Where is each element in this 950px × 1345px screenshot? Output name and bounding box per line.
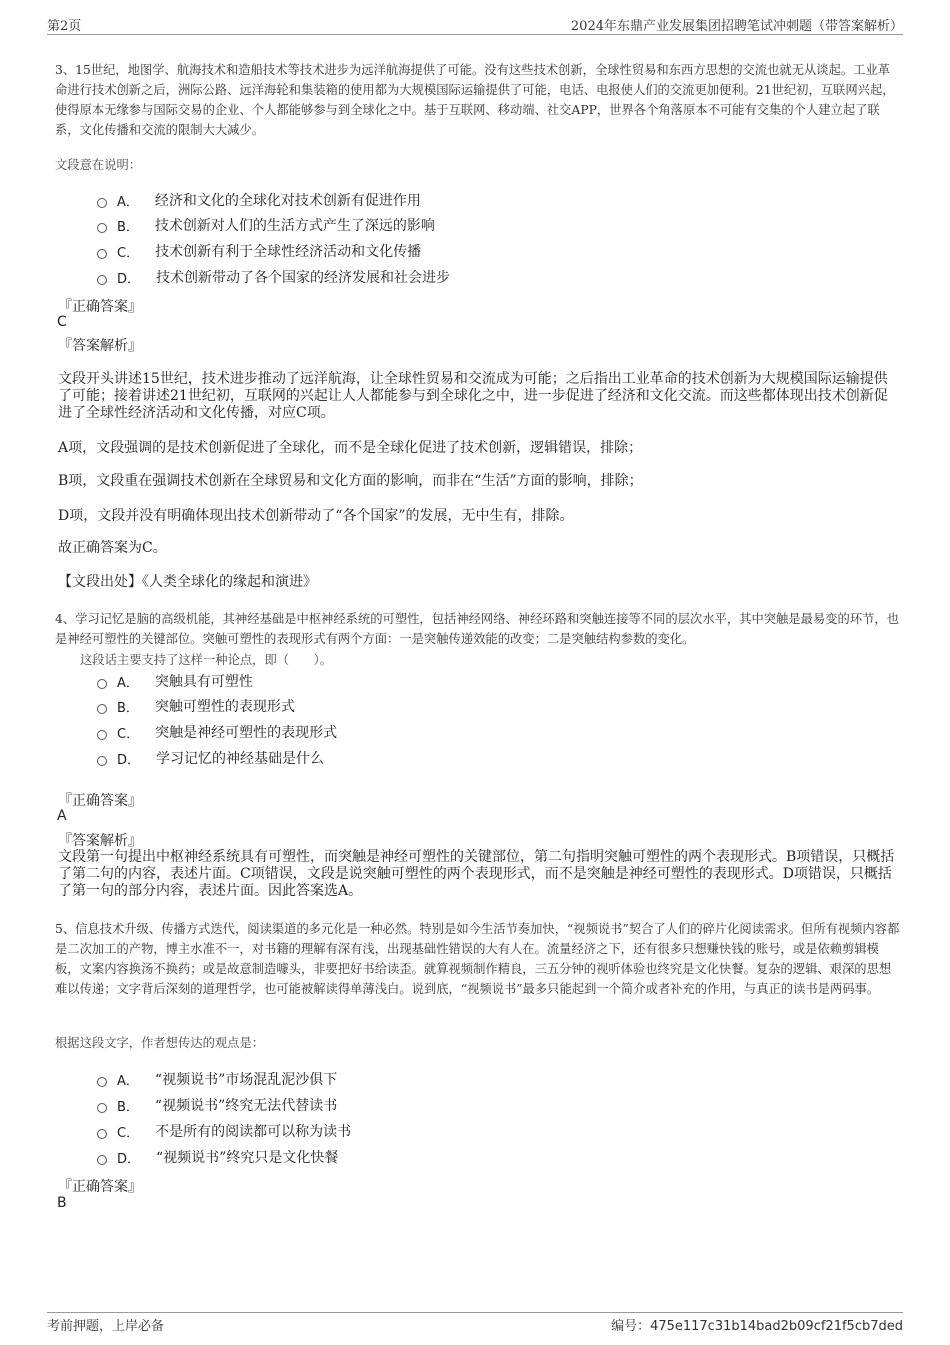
q3-analysis-b: B项，文段重在强调技术创新在全球贸易和文化方面的影响，而非在“生活”方面的影响，排除； [58, 473, 643, 489]
option-text: 突触是神经可塑性的表现形式 [155, 725, 338, 741]
document-title: 2024年东鼎产业发展集团招聘笔试冲刺题（带答案解析） [570, 19, 903, 34]
radio-icon[interactable] [97, 1103, 107, 1113]
radio-icon[interactable] [97, 249, 107, 259]
option-text: 技术创新对人们的生活方式产生了深远的影响 [154, 218, 435, 234]
q3-conclusion: 故正确答案为C。 [58, 540, 167, 556]
option-text: 学习记忆的神经基础是什么 [156, 751, 325, 767]
page-footer [47, 1312, 903, 1334]
q5-option-d[interactable] [97, 1145, 338, 1169]
q4-analysis: 文段第一句提出中枢神经系统具有可塑性，而突触是神经可塑性的关键部位，第二句指明突触可塑性的两个表现形式。B项错误，只概括了第二句的内容，表述片面。C项错误，文段是说突触可塑性的两个表现形式，而不是突触是神经可塑性的表现形式。D项错误，只概括了第一句的部分内容，表述片面。因此答案选A。 [58, 849, 895, 899]
q4-answer-label: 『正确答案』 [58, 793, 142, 809]
page-number: 第2页 [47, 19, 82, 34]
radio-icon[interactable] [97, 1077, 107, 1087]
q3-prompt: 文段意在说明： [55, 158, 142, 172]
q4-analysis-label: 『答案解析』 [58, 833, 142, 849]
q4-option-b[interactable] [97, 694, 295, 718]
q3-source: 【文段出处】《人类全球化的缘起和演进》 [58, 574, 317, 590]
radio-icon[interactable] [97, 223, 107, 233]
option-letter: B． [117, 219, 139, 235]
option-text: 技术创新带动了各个国家的经济发展和社会进步 [156, 270, 451, 286]
q4-stem: 4、学习记忆是脑的高级机能，其神经基础是中枢神经系统的可塑性，包括神经网络、神经环路和突触连接等不同的层次水平，其中突触是最易变的环节，也是神经可塑性的关键部位。突触可塑性的表现形式有两个方面：一是突触传递效能的改变；二是突触结构参数的变化。 [55, 612, 900, 646]
radio-icon[interactable] [97, 704, 107, 714]
option-text: “视频说书”终究只是文化快餐 [156, 1150, 339, 1166]
q3-option-a[interactable] [97, 188, 421, 212]
q4-prompt: 这段话主要支持了这样一种论点，即（ ）。 [80, 653, 333, 667]
q3-stem: 3、15世纪，地图学、航海技术和造船技术等技术进步为远洋航海提供了可能。没有这些技术创新，全球性贸易和东西方思想的交流也就无从谈起。工业革命进行技术创新之后，洲际公路、远洋海轮和集装箱的使用都为大规模国际运输提供了可能，电话、电报使人们的交流更加便利。21世纪初，互联网兴起，使得原本无缘参与国际交易的企业、个人都能够参与到全球化之中。基于互联网、移动端、社交APP，世界各个角落原本不可能有交集的个人建立起了联系，文化传播和交流的限制大大减少。 [55, 63, 895, 137]
option-text: 不是所有的阅读都可以称为读书 [155, 1124, 352, 1140]
option-letter: B． [117, 1099, 139, 1115]
option-letter: A． [117, 194, 139, 210]
radio-icon[interactable] [97, 1129, 107, 1139]
q3-option-c[interactable] [97, 239, 421, 263]
q3-analysis-para: 文段开头讲述15世纪，技术进步推动了远洋航海，让全球性贸易和交流成为可能；之后指出工业革命的技术创新为大规模国际运输提供了可能；接着讲述21世纪初，互联网的兴起让人人都能参与到全球化之中，进一步促进了经济和文化交流。而这些都体现出技术创新促进了全球性经济活动和文化传播，对应C项。 [58, 371, 888, 421]
q4-option-d[interactable] [97, 746, 324, 770]
radio-icon[interactable] [97, 679, 107, 689]
option-letter: A． [117, 1073, 139, 1089]
option-letter: D． [117, 271, 141, 287]
q3-option-b[interactable] [97, 213, 435, 237]
q5-stem: 5、信息技术升级、传播方式迭代，阅读渠道的多元化是一种必然。特别是如今生活节奏加快，“视频说书”契合了人们的碎片化阅读需求。但所有视频内容都是二次加工的产物，博主水准不一，对书籍的理解有深有浅，出现基础性错误的大有人在。流量经济之下，还有很多只想赚快钱的账号，或是依赖剪辑模板，文案内容换汤不换药；或是故意制造噱头，非要把好书给读歪。就算视频制作精良，三五分钟的视听体验也终究是文化快餐。复杂的逻辑、艰深的思想难以传递；文字背后深刻的道理哲学，也可能被解读得单薄浅白。说到底，“视频说书”最多只能起到一个简介或者补充的作用，与真正的读书是两码事。 [55, 922, 900, 996]
option-letter: B． [117, 700, 139, 716]
option-text: “视频说书”市场混乱泥沙俱下 [154, 1072, 338, 1088]
footer-slogan: 考前押题，上岸必备 [47, 1319, 165, 1334]
option-letter: C． [117, 726, 140, 742]
option-text: 突触具有可塑性 [154, 674, 253, 690]
q4-answer: A [57, 808, 67, 824]
option-letter: A． [117, 675, 139, 691]
q5-answer-label: 『正确答案』 [58, 1179, 142, 1195]
q5-prompt: 根据这段文字，作者想传达的观点是： [55, 1036, 265, 1050]
q5-answer: B [57, 1195, 67, 1211]
q3-option-d[interactable] [97, 265, 450, 289]
q3-analysis-d: D项，文段并没有明确体现出技术创新带动了“各个国家”的发展，无中生有，排除。 [58, 508, 574, 524]
document-code: 编号：475e117c31b14bad2b09cf21f5cb7ded [611, 1319, 903, 1334]
page-header [47, 14, 903, 35]
option-text: 突触可塑性的表现形式 [154, 699, 295, 715]
radio-icon[interactable] [97, 730, 107, 740]
option-text: “视频说书”终究无法代替读书 [154, 1098, 338, 1114]
option-text: 技术创新有利于全球性经济活动和文化传播 [155, 244, 422, 260]
option-letter: C． [117, 245, 140, 261]
radio-icon[interactable] [97, 198, 107, 208]
q5-option-c[interactable] [97, 1119, 351, 1143]
q3-analysis-a: A项，文段强调的是技术创新促进了全球化，而不是全球化促进了技术创新，逻辑错误，排除； [58, 440, 643, 456]
radio-icon[interactable] [97, 756, 107, 766]
radio-icon[interactable] [97, 1155, 107, 1165]
q5-option-b[interactable] [97, 1093, 337, 1117]
option-letter: D． [117, 1151, 141, 1167]
option-letter: C． [117, 1125, 140, 1141]
q4-option-a[interactable] [97, 669, 253, 693]
q3-answer: C [57, 314, 67, 330]
q3-answer-label: 『正确答案』 [58, 299, 142, 315]
option-text: 经济和文化的全球化对技术创新有促进作用 [154, 193, 421, 209]
q5-option-a[interactable] [97, 1067, 337, 1091]
radio-icon[interactable] [97, 275, 107, 285]
q3-analysis-label: 『答案解析』 [58, 338, 142, 354]
q4-option-c[interactable] [97, 720, 337, 744]
option-letter: D． [117, 752, 141, 768]
